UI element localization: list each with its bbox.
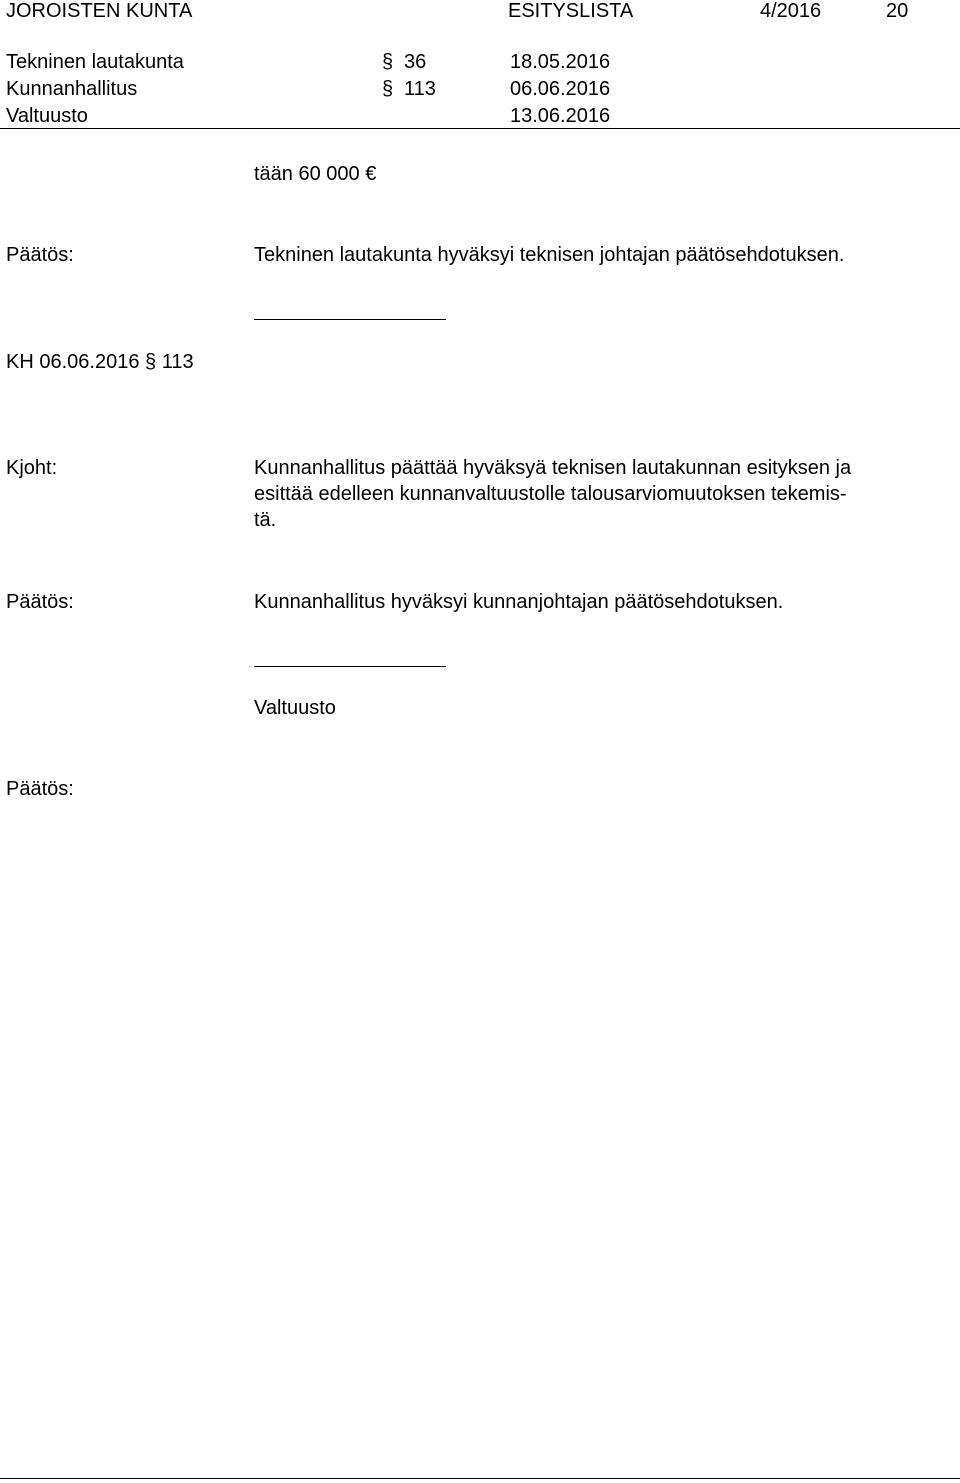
kh-section-mark: § xyxy=(145,351,157,373)
history-body-3: Valtuusto xyxy=(6,105,88,127)
kh-proposal-line-3: tä. xyxy=(254,509,277,531)
header-org: JOROISTEN KUNTA xyxy=(6,0,193,22)
kh-proposal-line-1: Kunnanhallitus päättää hyväksyä teknisen lautakunnan esityksen ja xyxy=(254,457,852,479)
header-page-number: 20 xyxy=(886,0,909,22)
tl-decision-text: Tekninen lautakunta hyväksyi teknisen johtajan päätösehdotuksen. xyxy=(254,244,845,266)
history-date-2: 06.06.2016 xyxy=(510,78,611,100)
section-mark-2: § xyxy=(382,78,394,100)
council-decision-label: Päätös: xyxy=(6,778,74,800)
history-body-2: Kunnanhallitus xyxy=(6,78,138,100)
header-issue: 4/2016 xyxy=(760,0,822,22)
header-rule xyxy=(0,128,960,129)
carryover-fragment xyxy=(254,164,376,184)
kh-heading-text: KH 06.06.2016 xyxy=(6,351,140,373)
separator-line-1 xyxy=(254,319,446,320)
history-section-1: 36 xyxy=(404,51,427,73)
section-mark-1: § xyxy=(382,51,394,73)
kh-proposal-label: Kjoht: xyxy=(6,457,58,479)
history-date-1: 18.05.2016 xyxy=(510,51,611,73)
header-doc-type: ESITYSLISTA xyxy=(508,0,634,22)
history-date-3: 13.06.2016 xyxy=(510,105,611,127)
fragment-text: tään 60 000 xyxy=(254,163,360,185)
history-body-1: Tekninen lautakunta xyxy=(6,51,184,73)
separator-line-2 xyxy=(254,666,446,667)
council-heading: Valtuusto xyxy=(254,697,336,719)
kh-section-number: 113 xyxy=(161,351,194,373)
kh-proposal-line-2: esittää edelleen kunnanvaltuustolle talousarviomuutoksen tekemis- xyxy=(254,483,847,505)
kh-heading xyxy=(6,352,194,372)
kh-decision-label: Päätös: xyxy=(6,591,74,613)
euro-sign: € xyxy=(365,163,377,185)
kh-decision-text: Kunnanhallitus hyväksyi kunnanjohtajan päätösehdotuksen. xyxy=(254,591,784,613)
footer-rule xyxy=(0,1478,960,1479)
tl-decision-label: Päätös: xyxy=(6,244,74,266)
history-section-2: 113 xyxy=(404,78,436,100)
